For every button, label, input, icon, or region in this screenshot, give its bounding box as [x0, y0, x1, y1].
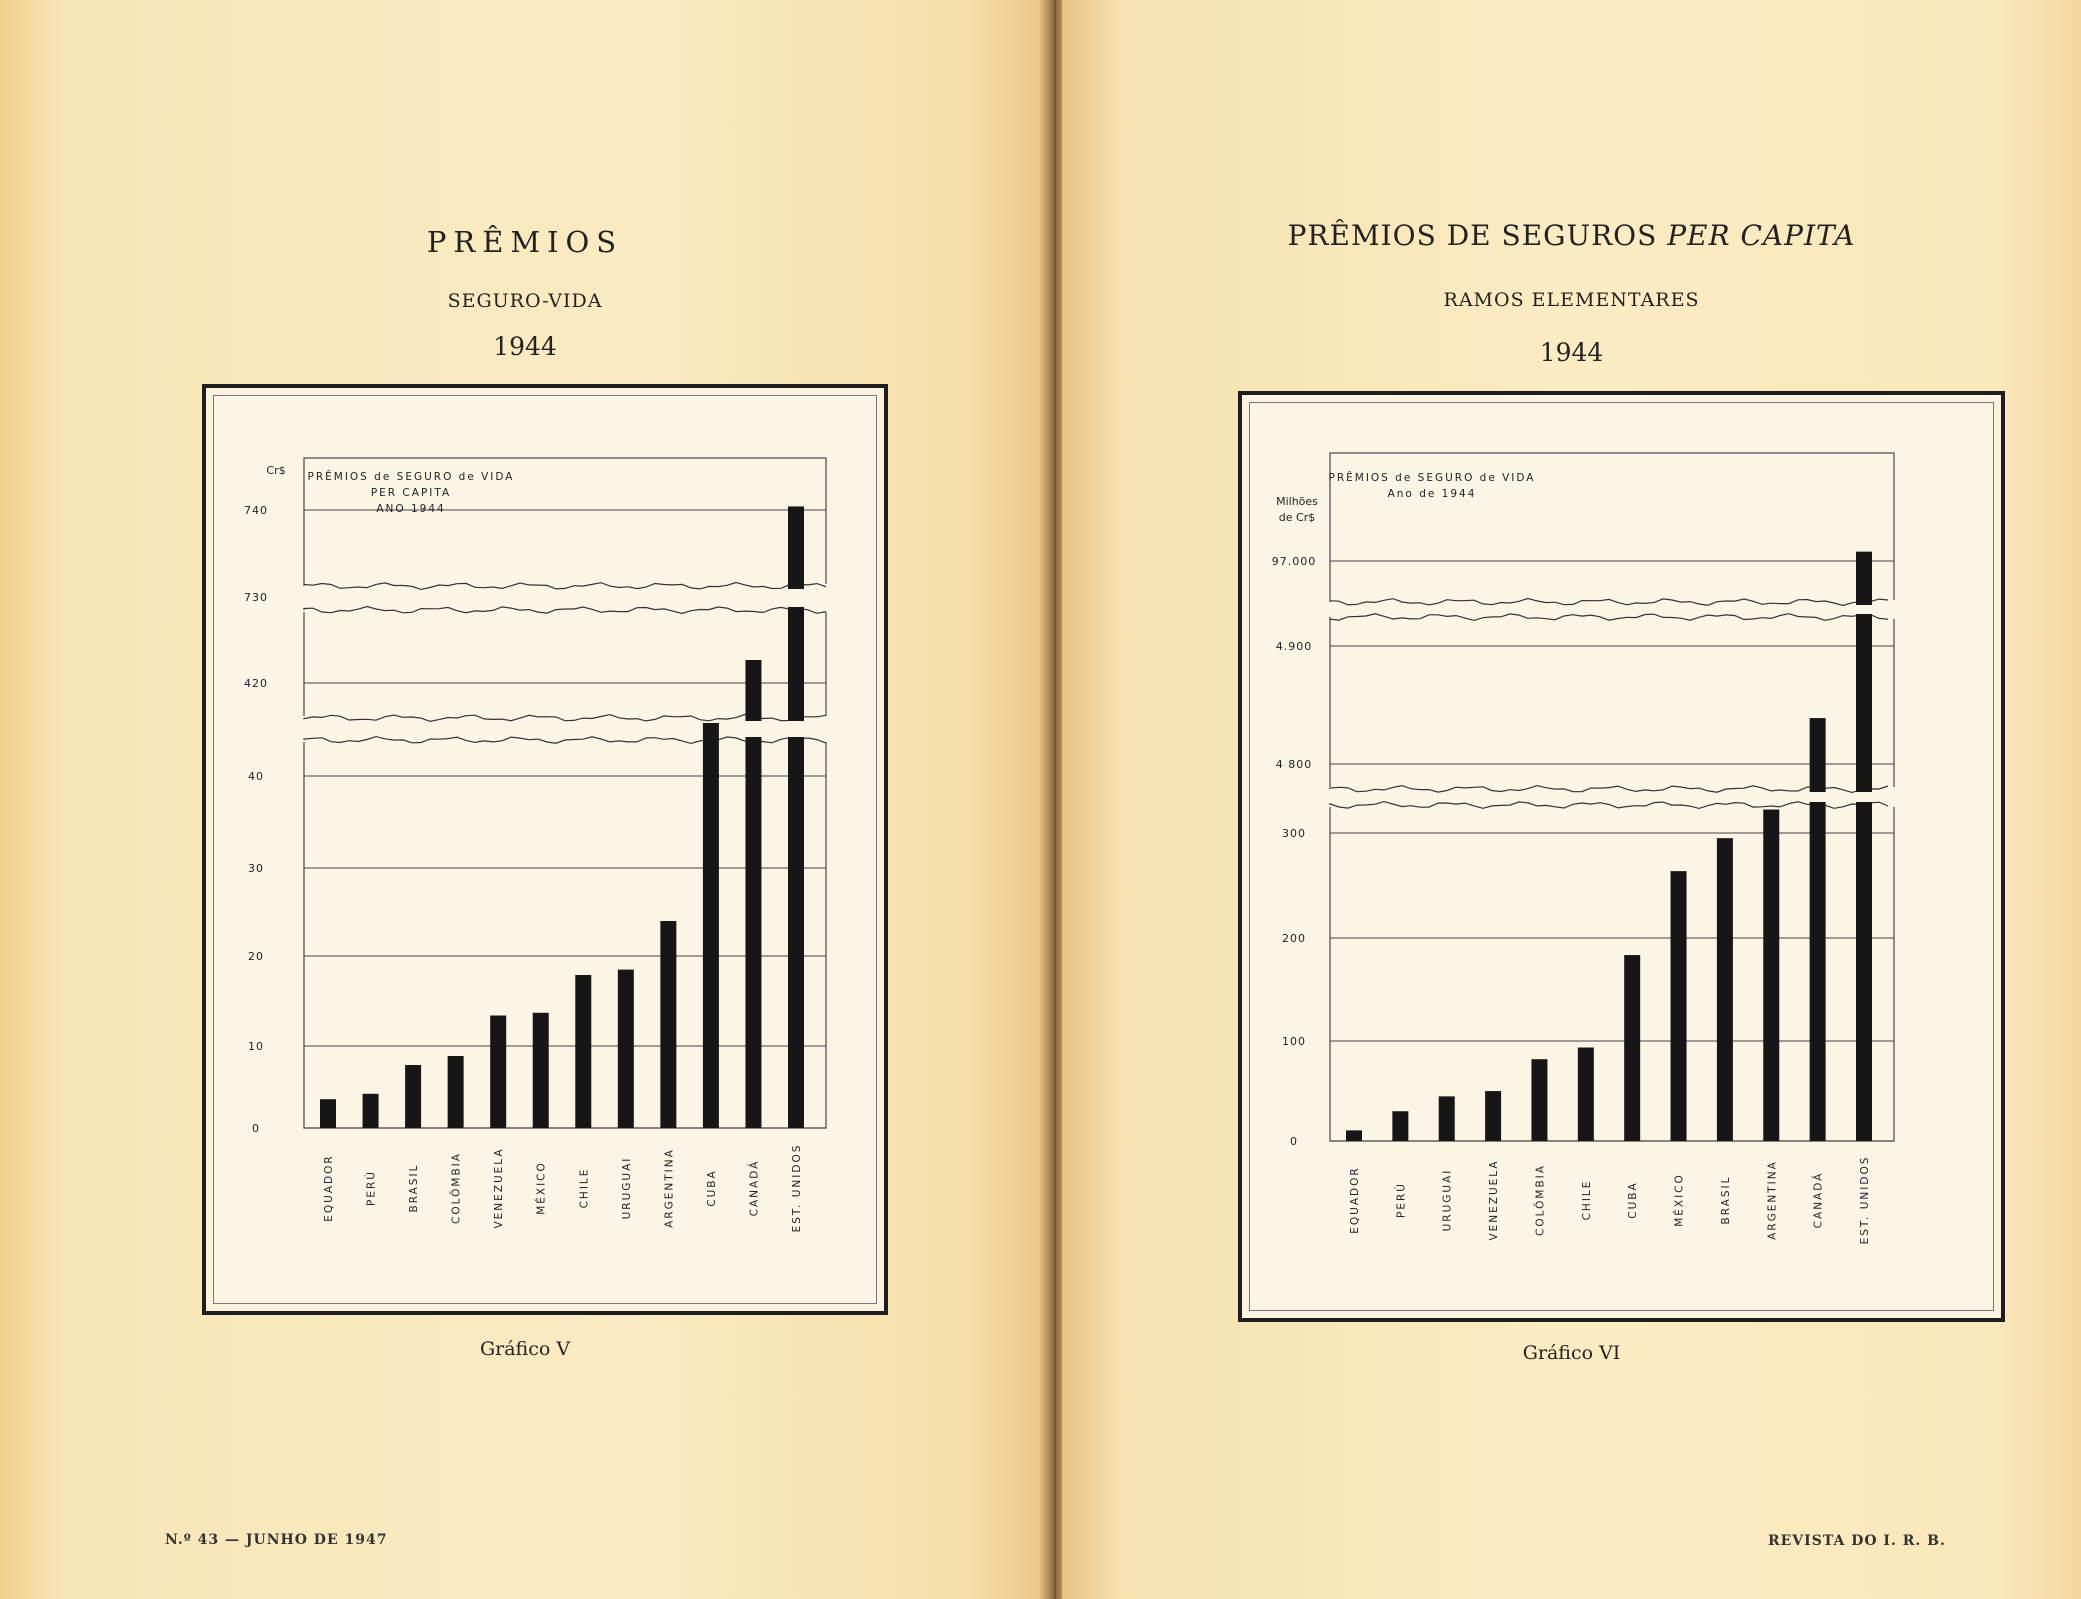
- right-bar-break-gap: [1809, 792, 1827, 802]
- right-y-axis-label: de Cr$: [1278, 511, 1316, 524]
- right-category-label: CANADÁ: [1812, 1171, 1825, 1229]
- right-category-label: BRASIL: [1719, 1175, 1732, 1225]
- left-bar-3: [405, 1065, 421, 1128]
- left-y-tick-label: 30: [248, 862, 264, 875]
- right-category-label: VENEZUELA: [1488, 1159, 1501, 1241]
- left-bar-break-gap: [787, 721, 805, 737]
- right-bar-8: [1671, 871, 1687, 1141]
- right-y-tick-label: 0: [1290, 1135, 1298, 1148]
- right-y-tick-label: 4 800: [1275, 758, 1313, 771]
- left-bar-7: [575, 975, 591, 1128]
- left-bar-5: [490, 1016, 506, 1129]
- left-category-label: CANADÁ: [748, 1159, 761, 1217]
- left-chart-title-line: ANO 1944: [376, 503, 446, 515]
- chart-frame-left: [202, 384, 888, 1315]
- right-bar-9: [1717, 838, 1733, 1141]
- right-y-axis-label: Milhões: [1276, 495, 1318, 508]
- right-category-label: EST. UNIDOS: [1859, 1155, 1871, 1245]
- right-bar-12: [1856, 552, 1872, 1141]
- left-bar-9: [660, 921, 676, 1128]
- right-category-label: MÉXICO: [1673, 1173, 1686, 1227]
- left-y-tick-label: 730: [244, 591, 268, 604]
- right-category-label: COLÔMBIA: [1534, 1164, 1547, 1236]
- left-bar-8: [618, 970, 634, 1128]
- right-bar-2: [1392, 1111, 1408, 1141]
- right-y-tick-label: 4.900: [1275, 640, 1313, 653]
- left-bar-10: [703, 723, 719, 1128]
- left-y-tick-label: 420: [244, 677, 268, 690]
- right-bar-break-gap: [1855, 792, 1873, 802]
- left-category-label: EQUADOR: [323, 1154, 335, 1222]
- right-page: [1062, 0, 2081, 1599]
- chart-left: [206, 388, 884, 1311]
- right-category-label: CHILE: [1580, 1179, 1593, 1221]
- left-y-tick-label: 20: [248, 950, 264, 963]
- right-y-tick-label: 300: [1282, 827, 1306, 840]
- left-subtitle: SEGURO-VIDA: [447, 290, 603, 312]
- right-y-tick-label: 200: [1282, 932, 1306, 945]
- left-category-label: CUBA: [705, 1169, 718, 1207]
- right-subtitle: RAMOS ELEMENTARES: [1443, 289, 1700, 311]
- right-chart-title-line: Ano de 1944: [1387, 488, 1477, 500]
- left-y-tick-label: 740: [244, 504, 268, 517]
- right-bar-5: [1531, 1059, 1547, 1141]
- left-chart-title-line: PRÊMIOS de SEGURO de VIDA: [307, 471, 515, 483]
- right-bar-4: [1485, 1091, 1501, 1141]
- right-footer: REVISTA DO I. R. B.: [1768, 1533, 1946, 1549]
- left-category-label: MÉXICO: [535, 1161, 548, 1215]
- right-category-label: ARGENTINA: [1766, 1160, 1779, 1240]
- left-category-label: COLÔMBIA: [450, 1152, 463, 1224]
- left-category-label: VENEZUELA: [493, 1147, 506, 1229]
- left-chart-title-line: PER CAPITA: [370, 487, 452, 499]
- left-y-tick-label: 0: [252, 1122, 260, 1135]
- left-category-label: ARGENTINA: [663, 1148, 676, 1228]
- left-y-axis-label: Cr$: [266, 464, 286, 477]
- right-year: 1944: [1539, 338, 1604, 367]
- right-bar-break-gap: [1855, 605, 1873, 614]
- right-category-label: EQUADOR: [1349, 1166, 1361, 1234]
- right-title-italic: PER CAPITA: [1667, 219, 1856, 252]
- right-title-main: PRÊMIOS DE SEGUROS: [1287, 219, 1668, 252]
- right-category-label: URUGUAI: [1441, 1168, 1454, 1232]
- right-chart-title-line: PRÊMIOS de SEGURO de VIDA: [1328, 472, 1536, 484]
- left-y-tick-label: 40: [248, 770, 264, 783]
- left-bar-1: [320, 1099, 336, 1128]
- right-bar-3: [1439, 1096, 1455, 1141]
- left-title: PRÊMIOS: [426, 225, 624, 259]
- left-category-label: BRASIL: [408, 1163, 421, 1213]
- right-bar-7: [1624, 955, 1640, 1141]
- right-bar-6: [1578, 1048, 1594, 1142]
- left-bar-6: [533, 1013, 549, 1128]
- right-bar-10: [1763, 810, 1779, 1142]
- right-bar-11: [1810, 718, 1826, 1141]
- right-bar-1: [1346, 1130, 1362, 1141]
- chart-frame-right: [1238, 391, 2005, 1322]
- right-y-tick-label: 97.000: [1271, 555, 1317, 568]
- left-category-label: CHILE: [578, 1167, 591, 1209]
- right-y-tick-label: 100: [1282, 1035, 1306, 1048]
- right-caption: Gráfico VI: [1522, 1342, 1621, 1364]
- left-y-tick-label: 10: [248, 1040, 264, 1053]
- left-category-label: EST. UNIDOS: [791, 1143, 803, 1233]
- right-category-label: PERÚ: [1395, 1182, 1408, 1218]
- right-category-label: CUBA: [1627, 1181, 1640, 1219]
- left-bar-break-gap: [787, 589, 805, 607]
- chart-right: [1242, 395, 2001, 1318]
- left-year: 1944: [493, 332, 557, 361]
- left-bar-break-gap: [744, 721, 762, 737]
- left-caption: Gráfico V: [479, 1338, 571, 1360]
- left-bar-2: [363, 1094, 379, 1128]
- left-category-label: URUGUAI: [620, 1156, 633, 1220]
- left-bar-4: [448, 1056, 464, 1128]
- left-footer: N.º 43 — JUNHO DE 1947: [165, 1532, 388, 1548]
- right-title: [1062, 219, 2081, 252]
- left-category-label: PERÚ: [365, 1170, 378, 1206]
